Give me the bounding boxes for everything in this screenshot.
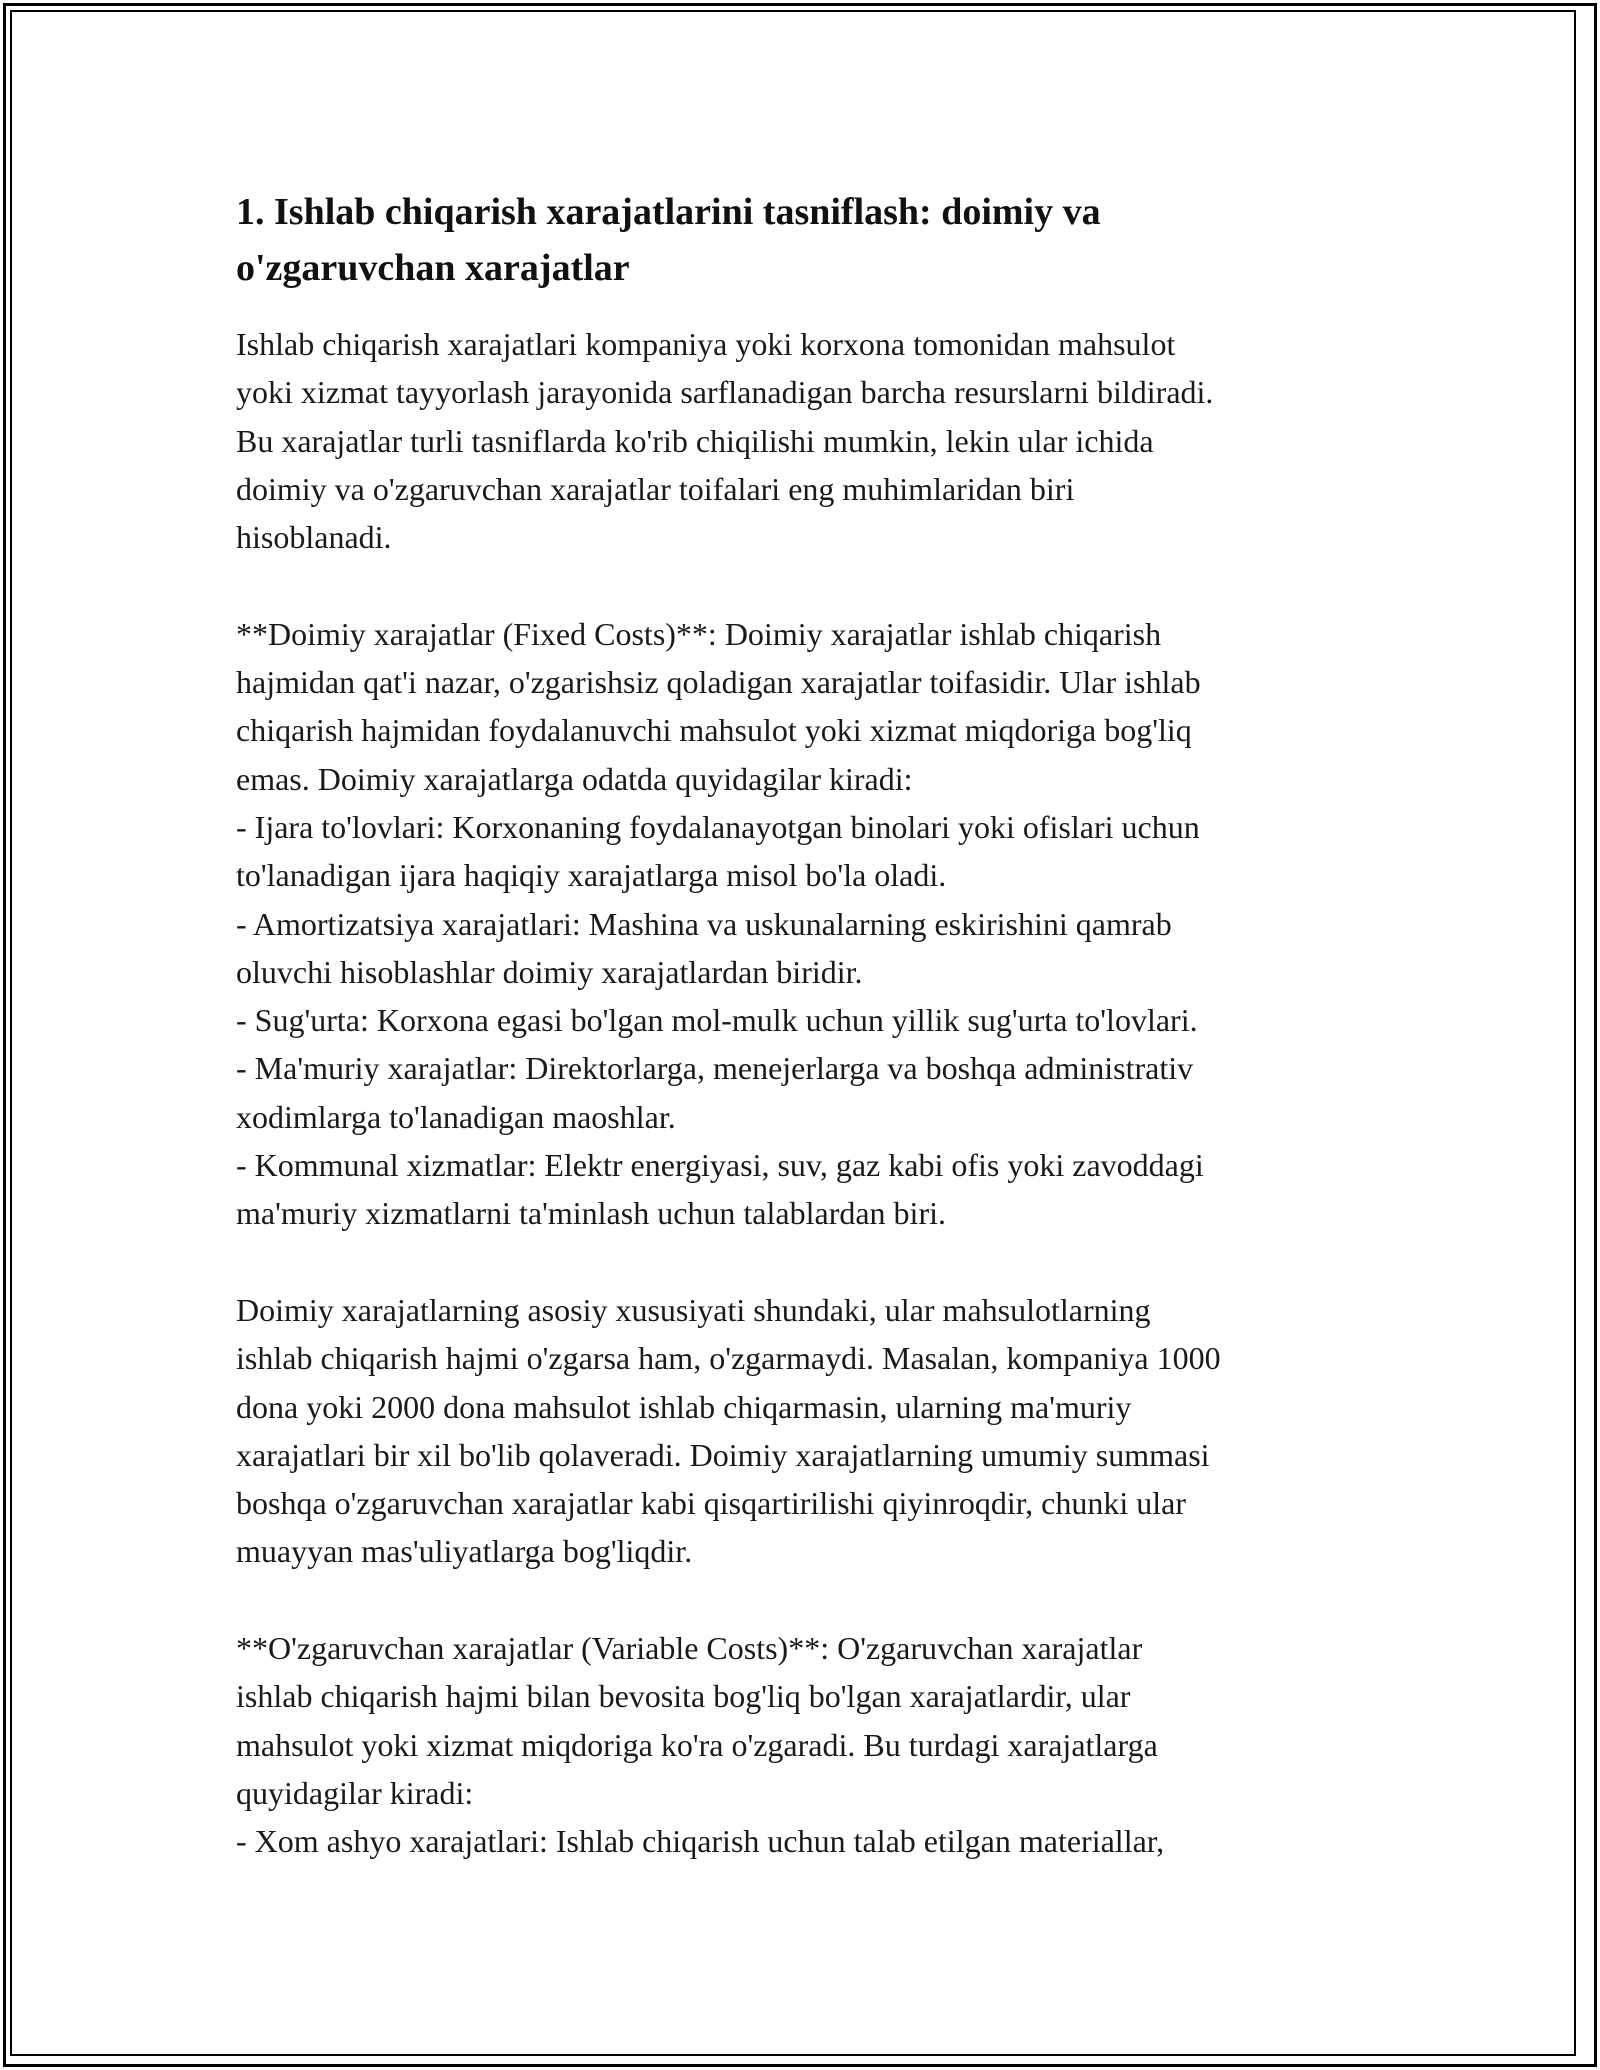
paragraph-gap bbox=[236, 1576, 1376, 1624]
paragraph-gap bbox=[236, 1238, 1376, 1286]
section-heading-line-1: 1. Ishlab chiqarish xarajatlarini tasniflash: doimiy va bbox=[236, 191, 1101, 233]
paragraph-variable-costs: **O'zgaruvchan xarajatlar (Variable Costs)**: O'zgaruvchan xarajatlar ishlab chiqarish hajmi bilan bevosita bog'liq bo'lgan xarajatlardir, ular mahsulot yoki xizmat miqdoriga ko'ra o'zgaradi. Bu turdagi xarajatlarga quyidagilar kiradi: - Xom ashyo xarajatlari: Ishlab chiqarish uchun talab etilgan materiallar, bbox=[236, 1630, 1165, 1860]
section-heading-line-2: o'zgaruvchan xarajatlar bbox=[236, 247, 630, 289]
paragraph-intro: Ishlab chiqarish xarajatlari kompaniya yoki korxona tomonidan mahsulot yoki xizmat tayyorlash jarayonida sarflanadigan barcha resurslarni bildiradi. Bu xarajatlar turli tasniflarda ko'rib chiqilishi mumkin, lekin ular ichida doimiy va o'zgaruvchan xarajatlar toifalari eng muhimlaridan biri hisoblanadi. bbox=[236, 326, 1214, 556]
paragraph-fixed-costs: **Doimiy xarajatlar (Fixed Costs)**: Doimiy xarajatlar ishlab chiqarish hajmidan qat'i nazar, o'zgarishsiz qoladigan xarajatlar toifasidir. Ular ishlab chiqarish hajmidan foydalanuvchi mahsulot yoki xizmat miqdoriga bog'liq emas. Doimiy xarajatlarga odatda quyidagilar kiradi: - Ijara to'lovlari: Korxonaning foydalanayotgan binolari yoki ofislari uchun to'lanadigan ijara haqiqiy xarajatlarga misol bo'la oladi. - Amortizatsiya xarajatlari: Mashina va uskunalarning eskirishini qamrab oluvchi hisoblashlar doimiy xarajatlardan biridir. - Sug'urta: Korxona egasi bo'lgan mol-mulk uchun yillik sug'urta to'lovlari. - Ma'muriy xarajatlar: Direktorlarga, menejerlarga va boshqa administrativ xodimlarga to'lanadigan maoshlar. - Kommunal xizmatlar: Elektr energiyasi, suv, gaz kabi ofis yoki zavoddagi ma'muriy xizmatlarni ta'minlash uchun talablardan biri. bbox=[236, 615, 1204, 1232]
section-heading bbox=[236, 184, 1376, 296]
paragraph-gap bbox=[236, 561, 1376, 609]
document-body bbox=[236, 184, 1376, 1866]
paragraph-fixed-costs-feature: Doimiy xarajatlarning asosiy xususiyati shundaki, ular mahsulotlarning ishlab chiqarish hajmi o'zgarsa ham, o'zgarmaydi. Masalan, kompaniya 1000 dona yoki 2000 dona mahsulot ishlab chiqarmasin, ularning ma'muriy xarajatlari bir xil bo'lib qolaveradi. Doimiy xarajatlarning umumiy summasi boshqa o'zgaruvchan xarajatlar kabi qisqartirilishi qiyinroqdir, chunki ular muayyan mas'uliyatlarga bog'liqdir. bbox=[236, 1291, 1221, 1570]
